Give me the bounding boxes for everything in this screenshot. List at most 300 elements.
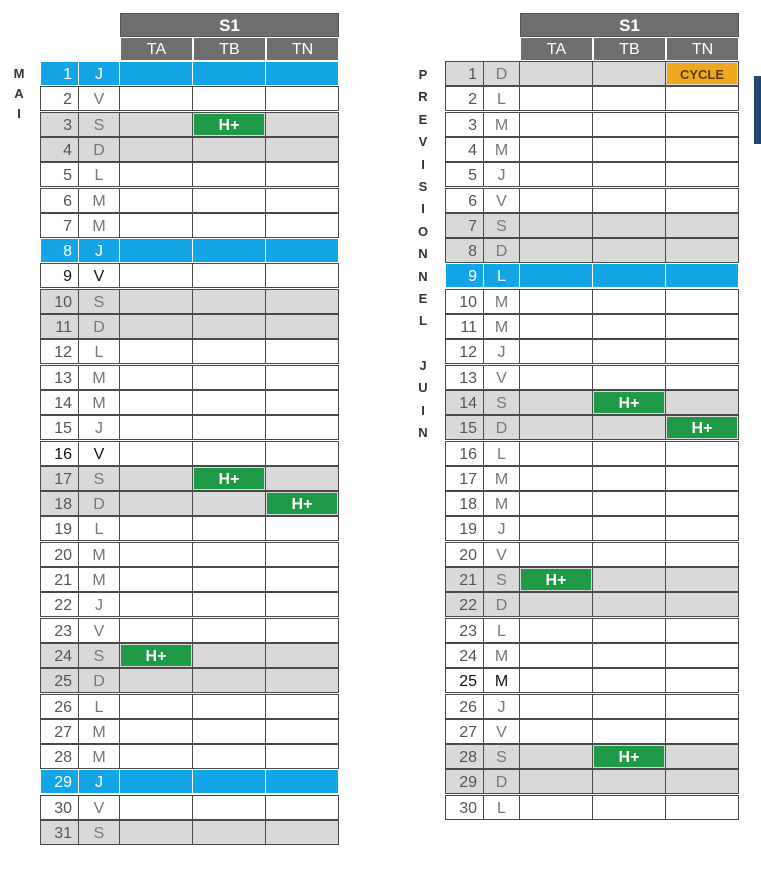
shift-cell-tn[interactable] [665, 795, 739, 820]
shift-cell-tb[interactable] [592, 390, 666, 415]
shift-cell-tb[interactable] [192, 643, 266, 668]
shift-cell-tn[interactable] [265, 137, 339, 162]
calendar-row [446, 62, 739, 87]
label-letter: N [418, 246, 428, 262]
shift-cell-ta[interactable] [119, 162, 193, 187]
day-number: 13 [445, 365, 484, 390]
shift-cell-ta[interactable] [119, 820, 193, 845]
shift-cell-ta[interactable] [519, 643, 593, 668]
shift-cell-ta[interactable] [519, 314, 593, 339]
shift-cell-tn[interactable] [665, 668, 739, 693]
shift-cell-tb[interactable] [192, 820, 266, 845]
shift-cell-tn[interactable] [665, 744, 739, 769]
shift-cell-ta[interactable] [119, 643, 193, 668]
shift-cell-tn[interactable] [265, 441, 339, 466]
shift-cell-ta[interactable] [119, 365, 193, 390]
weekday-letter: D [78, 491, 120, 516]
shift-cell-tb[interactable] [592, 61, 666, 86]
shift-cell-tb[interactable] [592, 795, 666, 820]
shift-cell-ta[interactable] [119, 668, 193, 693]
shift-cell-tn[interactable] [665, 263, 739, 288]
shift-cell-ta[interactable] [119, 86, 193, 111]
shift-cell-ta[interactable] [519, 516, 593, 541]
day-number: 6 [40, 188, 79, 213]
shift-cell-ta[interactable] [519, 61, 593, 86]
month-label-mai [12, 64, 26, 124]
shift-cell-tb[interactable] [592, 263, 666, 288]
weekday-letter: D [483, 238, 520, 263]
shift-cell-ta[interactable] [119, 694, 193, 719]
day-number: 24 [445, 643, 484, 668]
shift-cell-tb[interactable] [592, 744, 666, 769]
shift-cell-tb[interactable] [592, 112, 666, 137]
weekday-letter: J [78, 61, 120, 86]
shift-cell-tb[interactable] [192, 719, 266, 744]
shift-cell-tn[interactable] [665, 567, 739, 592]
shift-cell-tb[interactable] [192, 491, 266, 516]
day-number: 21 [445, 567, 484, 592]
weekday-letter: M [483, 643, 520, 668]
weekday-letter: D [483, 61, 520, 86]
shift-cell-ta[interactable] [119, 567, 193, 592]
day-number: 25 [445, 668, 484, 693]
shift-cell-tb[interactable] [192, 263, 266, 288]
day-number: 2 [445, 86, 484, 111]
shift-cell-ta[interactable] [519, 289, 593, 314]
day-number: 2 [40, 86, 79, 111]
shift-cell-tn[interactable] [265, 643, 339, 668]
day-number: 25 [40, 668, 79, 693]
day-number: 10 [40, 289, 79, 314]
shift-cell-ta[interactable] [119, 491, 193, 516]
shift-cell-tn[interactable] [665, 112, 739, 137]
shift-cell-tb[interactable] [592, 339, 666, 364]
shift-cell-ta[interactable] [119, 542, 193, 567]
day-number: 14 [40, 390, 79, 415]
shift-cell-tn[interactable] [265, 365, 339, 390]
shift-cell-tb[interactable] [192, 289, 266, 314]
shift-cell-tn[interactable] [265, 162, 339, 187]
weekday-letter: L [483, 86, 520, 111]
day-number: 3 [40, 112, 79, 137]
shift-cell-ta[interactable] [519, 137, 593, 162]
shift-cell-ta[interactable] [119, 618, 193, 643]
day-number: 3 [445, 112, 484, 137]
shift-cell-tb[interactable] [592, 542, 666, 567]
shift-cell-ta[interactable] [519, 86, 593, 111]
shift-cell-ta[interactable] [119, 289, 193, 314]
shift-cell-ta[interactable] [519, 365, 593, 390]
day-number: 6 [445, 188, 484, 213]
label-letter: J [419, 358, 427, 374]
shift-cell-ta[interactable] [119, 390, 193, 415]
shift-cell-ta[interactable] [519, 112, 593, 137]
overtime-badge: H+ [267, 493, 337, 514]
shift-cell-tb[interactable] [192, 86, 266, 111]
day-number: 22 [445, 592, 484, 617]
shift-cell-ta[interactable] [519, 719, 593, 744]
day-number: 1 [40, 61, 79, 86]
calendar-row [41, 315, 339, 340]
shift-cell-tb[interactable] [592, 466, 666, 491]
shift-cell-tb[interactable] [192, 694, 266, 719]
day-number: 22 [40, 592, 79, 617]
calendar-row [41, 821, 339, 846]
shift-cell-tn[interactable] [265, 339, 339, 364]
shift-cell-tn[interactable] [665, 339, 739, 364]
shift-cell-tb[interactable] [192, 542, 266, 567]
shift-cell-ta[interactable] [519, 441, 593, 466]
shift-cell-tn[interactable] [665, 390, 739, 415]
shift-cell-tn[interactable] [665, 314, 739, 339]
calendar-row [446, 189, 739, 214]
shift-cell-tb[interactable] [192, 390, 266, 415]
shift-cell-ta[interactable] [519, 390, 593, 415]
shift-cell-ta[interactable] [119, 238, 193, 263]
shift-cell-tn[interactable] [265, 592, 339, 617]
calendar-row [41, 138, 339, 163]
shift-header-tn: TN [666, 37, 739, 61]
shift-cell-tb[interactable] [192, 567, 266, 592]
shift-cell-tn[interactable] [265, 188, 339, 213]
shift-cell-tn[interactable] [665, 643, 739, 668]
shift-cell-ta[interactable] [519, 567, 593, 592]
day-number: 29 [445, 769, 484, 794]
overtime-badge: H+ [521, 569, 591, 590]
shift-cell-tb[interactable] [192, 592, 266, 617]
day-number: 31 [40, 820, 79, 845]
overtime-badge: H+ [667, 417, 737, 438]
shift-cell-ta[interactable] [119, 466, 193, 491]
shift-cell-tn[interactable] [265, 314, 339, 339]
shift-cell-tn[interactable] [265, 567, 339, 592]
shift-cell-tn[interactable] [265, 415, 339, 440]
shift-cell-tn[interactable] [665, 86, 739, 111]
shift-cell-tb[interactable] [592, 314, 666, 339]
shift-cell-ta[interactable] [119, 213, 193, 238]
calendar-row [446, 315, 739, 340]
shift-cell-ta[interactable] [519, 238, 593, 263]
weekday-letter: S [78, 289, 120, 314]
shift-cell-tb[interactable] [592, 643, 666, 668]
weekday-letter: S [78, 643, 120, 668]
shift-cell-tn[interactable] [265, 213, 339, 238]
shift-cell-tb[interactable] [192, 137, 266, 162]
weekday-letter: J [78, 769, 120, 794]
calendar-row [41, 770, 339, 795]
shift-cell-tn[interactable] [265, 694, 339, 719]
shift-cell-tn[interactable] [265, 516, 339, 541]
calendar-row [446, 113, 739, 138]
calendar-row [446, 568, 739, 593]
weekday-letter: S [483, 744, 520, 769]
shift-cell-tn[interactable] [265, 769, 339, 794]
day-number: 16 [445, 441, 484, 466]
shift-cell-tn[interactable] [265, 542, 339, 567]
shift-cell-ta[interactable] [119, 188, 193, 213]
shift-cell-tn[interactable] [665, 441, 739, 466]
shift-cell-tb[interactable] [192, 238, 266, 263]
shift-cell-ta[interactable] [119, 314, 193, 339]
shift-cell-tn[interactable] [665, 516, 739, 541]
calendar-row [41, 467, 339, 492]
shift-cell-ta[interactable] [119, 339, 193, 364]
shift-cell-tn[interactable] [665, 238, 739, 263]
weekday-letter: L [78, 516, 120, 541]
weekday-letter: J [78, 415, 120, 440]
shift-cell-tb[interactable] [192, 516, 266, 541]
day-number: 13 [40, 365, 79, 390]
shift-cell-tb[interactable] [592, 441, 666, 466]
weekday-letter: J [78, 592, 120, 617]
shift-cell-tn[interactable] [665, 592, 739, 617]
shift-cell-ta[interactable] [519, 618, 593, 643]
label-letter: E [418, 111, 428, 127]
calendar-row [41, 366, 339, 391]
shift-cell-ta[interactable] [519, 263, 593, 288]
shift-cell-tb[interactable] [592, 289, 666, 314]
shift-cell-tb[interactable] [192, 365, 266, 390]
shift-cell-tb[interactable] [192, 795, 266, 820]
shift-cell-ta[interactable] [119, 516, 193, 541]
shift-cell-tb[interactable] [192, 314, 266, 339]
shift-cell-ta[interactable] [519, 339, 593, 364]
shift-cell-tn[interactable] [665, 618, 739, 643]
day-number: 5 [445, 162, 484, 187]
shift-cell-ta[interactable] [519, 668, 593, 693]
calendar-row [41, 720, 339, 745]
shift-cell-tn[interactable] [265, 289, 339, 314]
day-number: 27 [40, 719, 79, 744]
shift-cell-tn[interactable] [265, 61, 339, 86]
shift-cell-ta[interactable] [119, 415, 193, 440]
day-number: 7 [445, 213, 484, 238]
shift-cell-ta[interactable] [119, 263, 193, 288]
shift-group-header: S1 [520, 13, 739, 37]
weekday-letter: V [483, 188, 520, 213]
weekday-letter: V [483, 542, 520, 567]
shift-cell-tb[interactable] [192, 668, 266, 693]
weekday-letter: M [483, 137, 520, 162]
calendar-row [446, 593, 739, 618]
day-number: 26 [40, 694, 79, 719]
weekday-letter: S [78, 820, 120, 845]
shift-cell-tn[interactable] [665, 162, 739, 187]
shift-cell-ta[interactable] [119, 744, 193, 769]
calendar-row [446, 720, 739, 745]
shift-cell-tb[interactable] [192, 213, 266, 238]
shift-cell-tb[interactable] [592, 618, 666, 643]
month-label-previsionnel-juin [416, 64, 430, 445]
shift-cell-tn[interactable] [265, 618, 339, 643]
shift-header-tb: TB [193, 37, 266, 61]
shift-cell-tn[interactable] [265, 86, 339, 111]
weekday-letter: L [483, 263, 520, 288]
shift-cell-tb[interactable] [592, 491, 666, 516]
weekday-letter: L [483, 795, 520, 820]
shift-cell-tn[interactable] [265, 238, 339, 263]
label-letter: R [418, 89, 428, 105]
day-number: 17 [445, 466, 484, 491]
weekday-letter: D [78, 314, 120, 339]
shift-cell-tb[interactable] [592, 668, 666, 693]
day-number: 30 [40, 795, 79, 820]
shift-cell-tn[interactable] [265, 668, 339, 693]
shift-cell-tb[interactable] [592, 188, 666, 213]
weekday-letter: J [483, 339, 520, 364]
edge-decoration [754, 76, 761, 144]
shift-cell-tb[interactable] [192, 162, 266, 187]
shift-cell-tn[interactable] [665, 188, 739, 213]
weekday-letter: M [78, 542, 120, 567]
calendar-row [41, 113, 339, 138]
shift-cell-ta[interactable] [119, 592, 193, 617]
shift-cell-ta[interactable] [519, 769, 593, 794]
day-number: 28 [445, 744, 484, 769]
calendar-row [41, 214, 339, 239]
shift-cell-ta[interactable] [519, 415, 593, 440]
shift-cell-ta[interactable] [119, 719, 193, 744]
day-number: 14 [445, 390, 484, 415]
shift-cell-ta[interactable] [519, 162, 593, 187]
shift-cell-tn[interactable] [265, 719, 339, 744]
label-letter: V [418, 134, 428, 150]
shift-cell-tn[interactable] [665, 213, 739, 238]
calendar-row [446, 517, 739, 542]
shift-cell-tb[interactable] [592, 365, 666, 390]
weekday-letter: M [78, 567, 120, 592]
shift-cell-ta[interactable] [519, 744, 593, 769]
shift-cell-ta[interactable] [119, 112, 193, 137]
shift-cell-tb[interactable] [192, 618, 266, 643]
weekday-letter: M [78, 744, 120, 769]
shift-cell-tb[interactable] [592, 567, 666, 592]
shift-cell-ta[interactable] [519, 694, 593, 719]
shift-cell-tb[interactable] [192, 112, 266, 137]
day-number: 12 [445, 339, 484, 364]
shift-cell-ta[interactable] [119, 441, 193, 466]
shift-cell-tn[interactable] [665, 61, 739, 86]
day-number: 29 [40, 769, 79, 794]
shift-cell-ta[interactable] [519, 213, 593, 238]
label-letter: A [14, 86, 24, 101]
calendar-row [446, 239, 739, 264]
shift-cell-tn[interactable] [665, 769, 739, 794]
shift-cell-tb[interactable] [592, 213, 666, 238]
calendar-row [41, 644, 339, 669]
shift-cell-tb[interactable] [592, 719, 666, 744]
day-number: 15 [40, 415, 79, 440]
day-number: 17 [40, 466, 79, 491]
calendar-row [41, 416, 339, 441]
shift-cell-tn[interactable] [265, 466, 339, 491]
day-number: 5 [40, 162, 79, 187]
shift-cell-ta[interactable] [119, 61, 193, 86]
shift-cell-tn[interactable] [265, 820, 339, 845]
shift-cell-tn[interactable] [665, 542, 739, 567]
shift-cell-tn[interactable] [265, 112, 339, 137]
shift-cell-tb[interactable] [592, 769, 666, 794]
shift-cell-tb[interactable] [592, 592, 666, 617]
weekday-letter: L [78, 162, 120, 187]
shift-cell-tn[interactable] [265, 491, 339, 516]
day-number: 9 [40, 263, 79, 288]
weekday-letter: M [78, 365, 120, 390]
calendar-row [446, 745, 739, 770]
calendar-row [41, 340, 339, 365]
label-letter: E [418, 290, 428, 306]
shift-cell-tb[interactable] [592, 415, 666, 440]
shift-cell-tn[interactable] [665, 694, 739, 719]
shift-cell-tb[interactable] [592, 86, 666, 111]
shift-cell-ta[interactable] [519, 466, 593, 491]
shift-cell-tn[interactable] [265, 744, 339, 769]
shift-cell-tn[interactable] [265, 390, 339, 415]
shift-cell-tb[interactable] [192, 61, 266, 86]
day-number: 18 [445, 491, 484, 516]
calendar-row [446, 796, 739, 821]
day-number: 4 [40, 137, 79, 162]
shift-cell-tn[interactable] [665, 289, 739, 314]
day-number: 19 [40, 516, 79, 541]
shift-cell-ta[interactable] [519, 542, 593, 567]
shift-cell-tb[interactable] [192, 188, 266, 213]
shift-cell-tn[interactable] [265, 263, 339, 288]
shift-cell-tb[interactable] [192, 415, 266, 440]
day-number: 30 [445, 795, 484, 820]
shift-cell-tb[interactable] [592, 137, 666, 162]
shift-cell-ta[interactable] [519, 491, 593, 516]
shift-cell-tb[interactable] [192, 744, 266, 769]
shift-cell-tb[interactable] [592, 516, 666, 541]
shift-cell-tb[interactable] [192, 339, 266, 364]
weekday-letter: S [78, 466, 120, 491]
shift-cell-tn[interactable] [665, 365, 739, 390]
weekday-letter: S [78, 112, 120, 137]
shift-cell-tn[interactable] [265, 795, 339, 820]
weekday-letter: M [483, 314, 520, 339]
calendar-row [41, 669, 339, 694]
day-number: 18 [40, 491, 79, 516]
shift-cell-ta[interactable] [519, 188, 593, 213]
shift-cell-ta[interactable] [119, 795, 193, 820]
shift-cell-tb[interactable] [192, 466, 266, 491]
weekday-letter: M [483, 491, 520, 516]
shift-cell-tb[interactable] [592, 238, 666, 263]
shift-cell-ta[interactable] [519, 592, 593, 617]
shift-cell-tn[interactable] [665, 466, 739, 491]
calendar-row [41, 619, 339, 644]
shift-cell-tb[interactable] [192, 769, 266, 794]
day-number: 8 [40, 238, 79, 263]
label-letter: S [418, 178, 428, 194]
shift-cell-ta[interactable] [519, 795, 593, 820]
shift-cell-tb[interactable] [592, 694, 666, 719]
weekday-letter: S [483, 213, 520, 238]
shift-cell-tn[interactable] [665, 137, 739, 162]
shift-cell-tb[interactable] [192, 441, 266, 466]
calendar-row [446, 340, 739, 365]
shift-cell-tb[interactable] [592, 162, 666, 187]
calendar-row [41, 796, 339, 821]
weekday-letter: J [483, 694, 520, 719]
weekday-letter: D [78, 137, 120, 162]
shift-cell-tn[interactable] [665, 415, 739, 440]
shift-cell-tn[interactable] [665, 491, 739, 516]
shift-cell-tn[interactable] [665, 719, 739, 744]
shift-cell-ta[interactable] [119, 769, 193, 794]
shift-cell-ta[interactable] [119, 137, 193, 162]
